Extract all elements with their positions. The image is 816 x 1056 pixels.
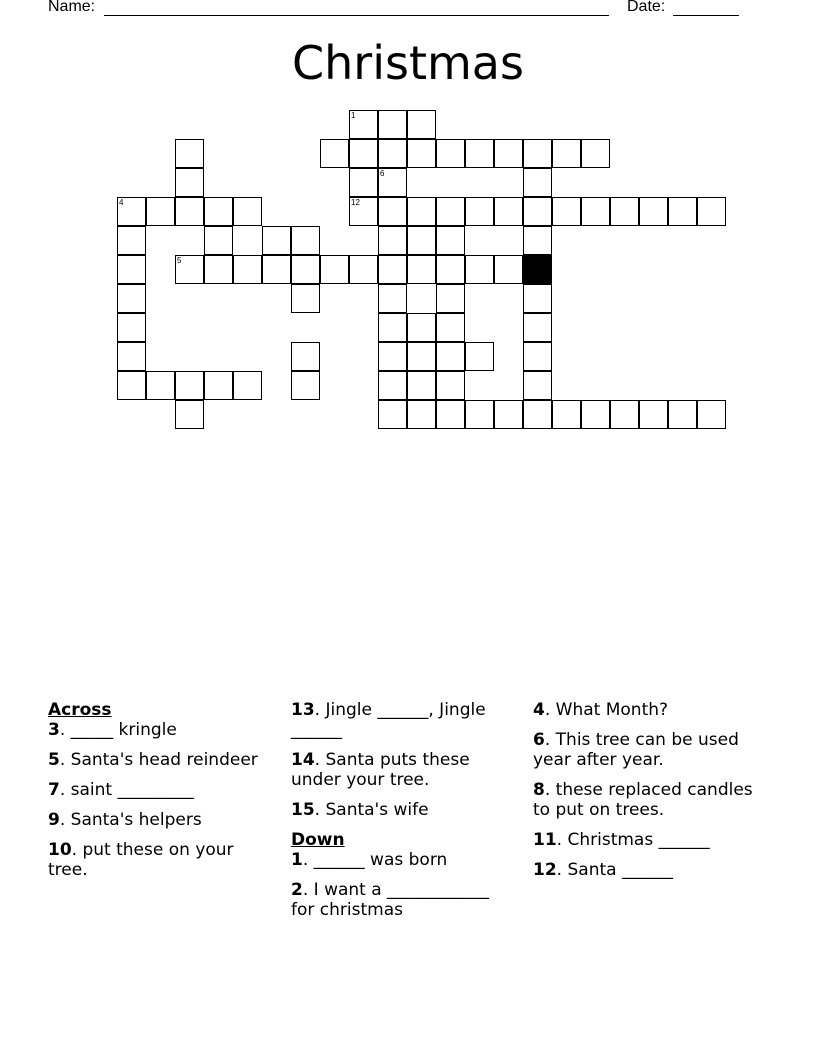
crossword-cell[interactable]: [349, 255, 378, 284]
clue-number: 14: [291, 750, 315, 770]
crossword-cell[interactable]: [523, 197, 552, 226]
clues-column-2: [291, 700, 516, 930]
clues-column-1: [48, 700, 273, 890]
crossword-cell[interactable]: [320, 139, 349, 168]
clue-number: 4: [533, 700, 545, 720]
clues-column-3: [533, 700, 773, 890]
crossword-cell[interactable]: [523, 313, 552, 342]
crossword-cell[interactable]: [639, 400, 668, 429]
crossword-cell[interactable]: [175, 400, 204, 429]
crossword-cell[interactable]: [407, 400, 436, 429]
crossword-cell[interactable]: [378, 197, 407, 226]
crossword-cell[interactable]: [233, 371, 262, 400]
crossword-cell[interactable]: [175, 139, 204, 168]
clue-number: 7: [48, 780, 60, 800]
clue-text: Santa's wife: [320, 800, 429, 820]
crossword-cell[interactable]: [407, 139, 436, 168]
crossword-cell[interactable]: [436, 255, 465, 284]
crossword-cell[interactable]: [465, 197, 494, 226]
crossword-cell[interactable]: [407, 197, 436, 226]
crossword-cell[interactable]: [117, 197, 146, 226]
crossword-cell[interactable]: [436, 226, 465, 255]
crossword-cell[interactable]: [320, 255, 349, 284]
crossword-cell[interactable]: [523, 342, 552, 371]
cell-number: 12: [351, 198, 360, 207]
clue-down-6: 6. This tree can be used year after year.: [533, 730, 739, 770]
crossword-cell[interactable]: [378, 255, 407, 284]
page-title: Christmas: [292, 36, 524, 90]
crossword-cell[interactable]: [610, 197, 639, 226]
crossword-cell[interactable]: [407, 371, 436, 400]
clue-text: put these on your tree.: [48, 840, 234, 880]
crossword-cell[interactable]: [204, 371, 233, 400]
clue-across-15: 15. Santa's wife: [291, 800, 429, 820]
clue-number: 11: [533, 830, 557, 850]
crossword-cell[interactable]: [175, 168, 204, 197]
crossword-cell[interactable]: [581, 400, 610, 429]
clue-across-14: 14. Santa puts these under your tree.: [291, 750, 470, 790]
cell-number: 1: [351, 111, 356, 120]
cell-number: 6: [380, 169, 385, 178]
clue-number: 12: [533, 860, 557, 880]
crossword-cell[interactable]: [146, 371, 175, 400]
crossword-cell[interactable]: [233, 197, 262, 226]
crossword-cell[interactable]: [378, 139, 407, 168]
clue-down-11: 11. Christmas ______: [533, 830, 710, 850]
date-label: Date:: [627, 0, 666, 15]
crossword-cell[interactable]: [436, 139, 465, 168]
crossword-cell[interactable]: [465, 255, 494, 284]
crossword-cell[interactable]: [494, 197, 523, 226]
crossword-cell[interactable]: [291, 226, 320, 255]
crossword-cell[interactable]: [204, 255, 233, 284]
crossword-cell[interactable]: [523, 371, 552, 400]
crossword-cell[interactable]: [697, 400, 726, 429]
clue-number: 2: [291, 880, 303, 900]
crossword-cell[interactable]: [610, 400, 639, 429]
clue-text: these replaced candles to put on trees.: [533, 780, 753, 820]
crossword-cell[interactable]: [378, 284, 407, 313]
crossword-cell[interactable]: [523, 400, 552, 429]
clue-across-13: 13. Jingle ______, Jingle ______: [291, 700, 486, 740]
clue-number: 15: [291, 800, 315, 820]
crossword-cell[interactable]: [378, 226, 407, 255]
crossword-cell[interactable]: [117, 371, 146, 400]
crossword-cell[interactable]: [378, 371, 407, 400]
crossword-cell[interactable]: [378, 168, 407, 197]
crossword-cell[interactable]: [436, 342, 465, 371]
clue-down-1: 1. ______ was born: [291, 850, 448, 870]
crossword-cell[interactable]: [494, 255, 523, 284]
crossword-cell[interactable]: [697, 197, 726, 226]
crossword-cell[interactable]: [175, 255, 204, 284]
crossword-cell[interactable]: [204, 197, 233, 226]
crossword-black-cell: [523, 255, 552, 284]
clue-across-3: 3. _____ kringle: [48, 720, 177, 740]
clue-across-9: 9. Santa's helpers: [48, 810, 202, 830]
clue-text: Santa's helpers: [65, 810, 202, 830]
crossword-cell[interactable]: [465, 139, 494, 168]
crossword-cell[interactable]: [523, 226, 552, 255]
clue-text: Christmas ______: [562, 830, 710, 850]
crossword-cell[interactable]: [378, 313, 407, 342]
crossword-cell[interactable]: [465, 342, 494, 371]
crossword-cell[interactable]: [349, 110, 378, 139]
clue-across-7: 7. saint _________: [48, 780, 194, 800]
crossword-cell[interactable]: [349, 139, 378, 168]
clue-across-10: 10. put these on your tree.: [48, 840, 234, 880]
crossword-cell[interactable]: [668, 400, 697, 429]
clue-text: Santa's head reindeer: [65, 750, 258, 770]
crossword-cell[interactable]: [523, 284, 552, 313]
clue-down-4: 4. What Month?: [533, 700, 669, 720]
crossword-cell[interactable]: [494, 400, 523, 429]
crossword-cell[interactable]: [175, 197, 204, 226]
clue-text: What Month?: [550, 700, 669, 720]
crossword-cell[interactable]: [378, 400, 407, 429]
cell-number: 5: [177, 256, 182, 265]
clue-text: saint _________: [65, 780, 194, 800]
clue-number: 5: [48, 750, 60, 770]
clue-number: 6: [533, 730, 545, 750]
clue-down-2: 2. I want a ____________ for christmas: [291, 880, 490, 920]
name-label: Name:: [48, 0, 96, 15]
crossword-cell[interactable]: [639, 197, 668, 226]
clue-text: ______ was born: [308, 850, 448, 870]
clue-number: 10: [48, 840, 72, 860]
clue-down-8: 8. these replaced candles to put on trees.: [533, 780, 753, 820]
clue-text: This tree can be used year after year.: [533, 730, 739, 770]
crossword-cell[interactable]: [465, 400, 494, 429]
crossword-cell[interactable]: [436, 284, 465, 313]
crossword-cell[interactable]: [291, 284, 320, 313]
crossword-cell[interactable]: [117, 342, 146, 371]
crossword-cell[interactable]: [552, 139, 581, 168]
crossword-cell[interactable]: [204, 226, 233, 255]
crossword-cell[interactable]: [291, 371, 320, 400]
crossword-cell[interactable]: [523, 168, 552, 197]
crossword-cell[interactable]: [117, 284, 146, 313]
clue-text: I want a ____________ for christmas: [291, 880, 490, 920]
crossword-cell[interactable]: [175, 371, 204, 400]
crossword-cell[interactable]: [262, 226, 291, 255]
cell-number: 4: [119, 198, 124, 207]
clue-down-12: 12. Santa ______: [533, 860, 673, 880]
crossword-cell[interactable]: [436, 313, 465, 342]
crossword-cell[interactable]: [407, 110, 436, 139]
across-heading: Across: [48, 700, 112, 720]
crossword-cell[interactable]: [407, 342, 436, 371]
clue-text: _____ kringle: [65, 720, 177, 740]
crossword-cell[interactable]: [668, 197, 697, 226]
crossword-cell[interactable]: [436, 400, 465, 429]
crossword-cell[interactable]: [378, 110, 407, 139]
crossword-cell[interactable]: [349, 168, 378, 197]
clue-across-5: 5. Santa's head reindeer: [48, 750, 258, 770]
crossword-cell[interactable]: [146, 197, 175, 226]
crossword-cell[interactable]: [378, 342, 407, 371]
clue-number: 8: [533, 780, 545, 800]
crossword-cell[interactable]: [581, 197, 610, 226]
crossword-cell[interactable]: [494, 139, 523, 168]
crossword-cell[interactable]: [407, 313, 436, 342]
clue-number: 13: [291, 700, 315, 720]
crossword-cell[interactable]: [552, 400, 581, 429]
crossword-cell[interactable]: [291, 255, 320, 284]
down-heading: Down: [291, 830, 345, 850]
clue-text: Santa ______: [562, 860, 673, 880]
crossword-cell[interactable]: [436, 197, 465, 226]
crossword-cell[interactable]: [117, 255, 146, 284]
crossword-cell[interactable]: [349, 197, 378, 226]
crossword-cell[interactable]: [291, 342, 320, 371]
crossword-cell[interactable]: [523, 139, 552, 168]
crossword-cell[interactable]: [233, 255, 262, 284]
crossword-cell[interactable]: [117, 313, 146, 342]
crossword-cell[interactable]: [407, 226, 436, 255]
clue-text: Santa puts these under your tree.: [291, 750, 470, 790]
clue-number: 1: [291, 850, 303, 870]
crossword-cell[interactable]: [581, 139, 610, 168]
clue-text: Jingle ______, Jingle ______: [291, 700, 486, 740]
clue-number: 3: [48, 720, 60, 740]
crossword-cell[interactable]: [407, 255, 436, 284]
crossword-cell[interactable]: [117, 226, 146, 255]
crossword-cell[interactable]: [436, 371, 465, 400]
crossword-cell[interactable]: [552, 197, 581, 226]
crossword-cell[interactable]: [262, 255, 291, 284]
clue-number: 9: [48, 810, 60, 830]
